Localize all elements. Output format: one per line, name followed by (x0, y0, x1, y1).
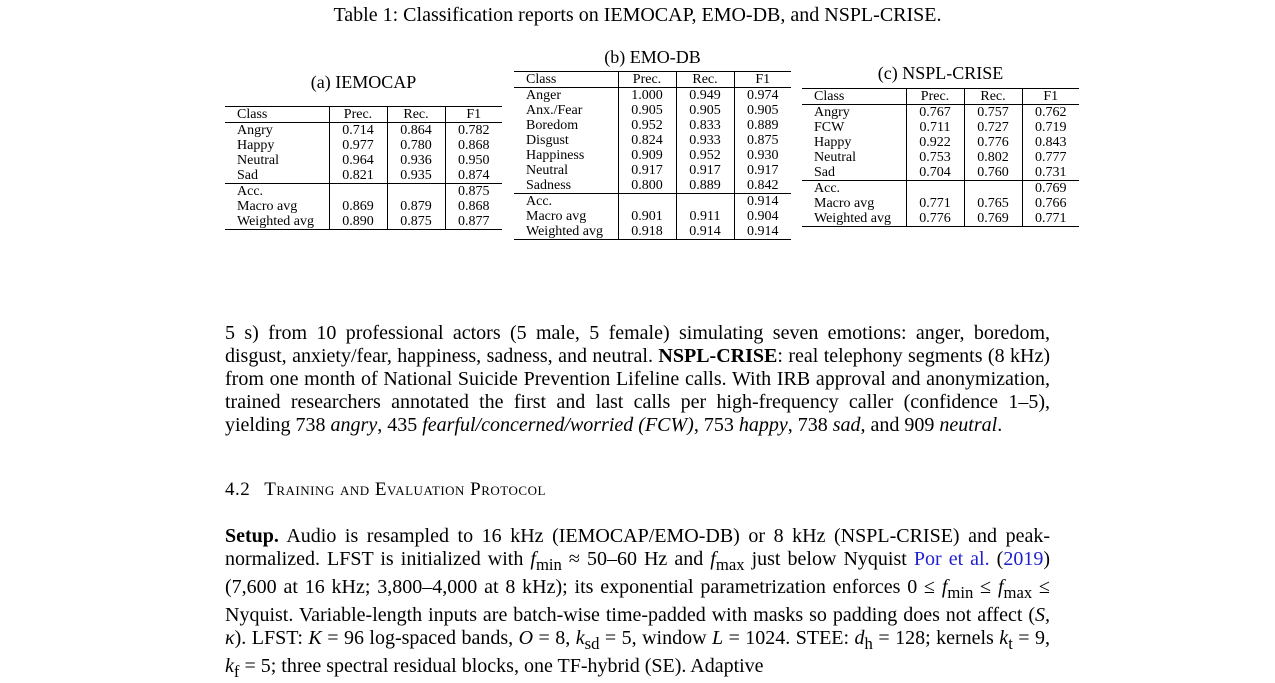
summary-row (802, 211, 1079, 227)
cell-class: Angry (814, 105, 850, 120)
dataset-name: NSPL-CRISE (658, 345, 778, 367)
cell-class: Neutral (814, 150, 856, 165)
header-row (802, 89, 1079, 105)
text-span: ≤ Nyquist. Variable-length inputs are batch-wise time-padded with masks so padding does not affect ( (225, 576, 1051, 626)
cell-f1: 0.843 (1022, 135, 1079, 150)
table-row (225, 138, 502, 153)
cell-prec: 0.800 (618, 178, 676, 194)
text-span: = 5, window (599, 627, 712, 649)
header-class: Class (225, 107, 329, 123)
cell-f1: 0.905 (734, 103, 791, 118)
cell-prec: 0.771 (906, 196, 964, 211)
cell-f1: 0.875 (445, 184, 502, 200)
text-span: ) (7,600 at 16 kHz; 3,800–4,000 at 8 kHz); its exponential parametrization enforces 0 ≤ (225, 548, 1050, 598)
cell-f1: 0.771 (1022, 211, 1079, 227)
summary-row (802, 196, 1079, 211)
text-span: = 128; kernels (872, 627, 1000, 649)
citation-link[interactable]: Por et al. (913, 548, 990, 570)
cell-rec: 0.952 (676, 148, 734, 163)
summary-row (802, 181, 1079, 197)
cell-rec: 0.802 (964, 150, 1022, 165)
text-span: just below Nyquist (744, 548, 914, 570)
subtable-nspl-crise (802, 63, 1079, 227)
text-span: : real telephony segments (8 kHz) from one month of National Suicide Prevention Lifeline calls. With IRB approval and anonymization, trained researchers annotated the first and last calls per high-frequency caller (confidence 1–5), yielding 738 (225, 345, 1050, 436)
math-subscript: min (535, 555, 562, 574)
cell-rec: 0.935 (387, 168, 445, 184)
cell-class: Weighted avg (802, 211, 906, 227)
paragraph-setup (225, 525, 1050, 683)
math-symbol: d (854, 627, 865, 649)
cell-prec: 0.964 (329, 153, 387, 168)
cell-f1: 0.917 (734, 163, 791, 178)
cell-rec: 0.864 (387, 123, 445, 139)
summary-row (514, 194, 791, 210)
cell-prec: 0.776 (906, 211, 964, 227)
section-number: 4.2 (225, 479, 251, 500)
emotion-label: neutral (939, 414, 998, 436)
cell-class: Sadness (526, 178, 572, 193)
table-row (514, 163, 791, 178)
text-span: Audio is resampled to 16 kHz (IEMOCAP/EMO-DB) or 8 kHz (NSPL-CRISE) and peak-normalized. LFST is initialized with (225, 525, 1050, 570)
cell-class: Happiness (526, 148, 585, 163)
text-span: = 5; three spectral residual blocks, one TF-hybrid (SE). Adaptive (239, 655, 764, 677)
cell-class: Macro avg (814, 196, 875, 211)
cell-f1: 0.877 (445, 214, 502, 230)
math-subscript: f (233, 662, 240, 681)
summary-row (225, 199, 502, 214)
header-f1: F1 (734, 72, 791, 88)
cell-rec: 0.905 (676, 103, 734, 118)
text-span: ( (989, 548, 1004, 570)
math-subscript: max (1003, 583, 1033, 602)
math-symbol: f (941, 576, 948, 598)
cell-f1: 0.889 (734, 118, 791, 133)
report-table-nspl-crise (802, 88, 1079, 227)
cell-f1: 0.868 (445, 138, 502, 153)
cell-f1: 0.842 (734, 178, 791, 194)
header-row (514, 72, 791, 88)
section-title: Training and Evaluation Protocol (264, 479, 546, 500)
cell-prec: 0.869 (329, 199, 387, 214)
cell-rec: 0.727 (964, 120, 1022, 135)
cell-class: Anx./Fear (526, 103, 583, 118)
math-subscript: max (715, 555, 745, 574)
table-row (514, 118, 791, 133)
emotion-label: happy (738, 414, 788, 436)
math-symbol: O (518, 627, 534, 649)
math-symbol: k (225, 655, 234, 677)
cell-prec: 0.918 (618, 224, 676, 240)
table-row (514, 103, 791, 118)
text-span: . (997, 414, 1003, 436)
text-span: = 8, (533, 627, 576, 649)
summary-row (514, 224, 791, 240)
cell-rec: 0.889 (676, 178, 734, 194)
cell-prec: 0.714 (329, 123, 387, 139)
cell-rec: 0.949 (676, 88, 734, 104)
header-prec: Prec. (906, 89, 964, 105)
cell-rec: 0.914 (676, 224, 734, 240)
math-symbol: f (710, 548, 716, 570)
cell-f1: 0.731 (1022, 165, 1079, 181)
cell-rec: 0.760 (964, 165, 1022, 181)
cell-rec: 0.780 (387, 138, 445, 153)
cell-prec: 0.901 (618, 209, 676, 224)
math-symbol: f (530, 548, 536, 570)
section-heading (225, 479, 546, 501)
cell-rec: 0.776 (964, 135, 1022, 150)
text-span: = 96 log-spaced bands, (321, 627, 519, 649)
table-row (802, 135, 1079, 150)
cell-prec (906, 181, 964, 197)
cell-class: Weighted avg (514, 224, 618, 240)
cell-rec: 0.757 (964, 105, 1022, 121)
math-subscript: sd (584, 634, 600, 653)
cell-f1: 0.782 (445, 123, 502, 139)
cell-class: Disgust (526, 133, 569, 148)
cell-class: Happy (237, 138, 275, 153)
math-subscript: h (864, 634, 873, 653)
math-symbol: L (711, 627, 724, 649)
cell-prec: 0.977 (329, 138, 387, 153)
text-span: ). LFST: (234, 627, 309, 649)
table-row (225, 123, 502, 139)
cell-f1: 0.777 (1022, 150, 1079, 165)
text-span: = 9, (1012, 627, 1051, 649)
table-row (514, 178, 791, 194)
subtable-emodb (514, 47, 791, 240)
cell-f1: 0.930 (734, 148, 791, 163)
subtable-caption: (b) EMO-DB (604, 47, 701, 67)
cell-rec: 0.765 (964, 196, 1022, 211)
table-row (802, 120, 1079, 135)
header-prec: Prec. (329, 107, 387, 123)
table-row (802, 165, 1079, 181)
header-class: Class (514, 72, 618, 88)
cell-class: Sad (237, 168, 258, 183)
cell-prec: 0.909 (618, 148, 676, 163)
cell-class: Acc. (514, 194, 618, 210)
table-row (225, 168, 502, 184)
text-span: = 1024. STEE: (723, 627, 855, 649)
emotion-label: sad (832, 414, 861, 436)
paragraph-lead: Setup. (225, 525, 279, 547)
cell-rec: 0.936 (387, 153, 445, 168)
report-table-emodb (514, 71, 791, 240)
cell-prec: 0.704 (906, 165, 964, 181)
cell-prec: 0.824 (618, 133, 676, 148)
emotion-label: angry (330, 414, 378, 436)
table-row (514, 133, 791, 148)
header-row (225, 107, 502, 123)
header-f1: F1 (1022, 89, 1079, 105)
cell-rec (676, 194, 734, 210)
math-symbol: k (575, 627, 585, 649)
table-row (514, 148, 791, 163)
cell-f1: 0.769 (1022, 181, 1079, 197)
cell-class: Acc. (802, 181, 906, 197)
cell-class: Neutral (237, 153, 279, 168)
cell-class: Sad (814, 165, 835, 180)
subtable-caption: (a) IEMOCAP (310, 72, 417, 92)
cell-prec: 0.917 (618, 163, 676, 178)
cell-class: Macro avg (526, 209, 587, 224)
text-span: , and 909 (860, 414, 940, 436)
math-symbol: K (308, 627, 322, 649)
cell-class: Macro avg (237, 199, 298, 214)
header-f1: F1 (445, 107, 502, 123)
table-caption: Table 1: Classification reports on IEMOCAP, EMO-DB, and NSPL-CRISE. (333, 4, 942, 26)
cell-class: Boredom (526, 118, 579, 133)
cell-prec: 0.905 (618, 103, 676, 118)
cell-f1: 0.766 (1022, 196, 1079, 211)
cell-rec: 0.911 (676, 209, 734, 224)
subtable-iemocap (225, 72, 502, 230)
cell-prec: 0.890 (329, 214, 387, 230)
cell-f1: 0.914 (734, 224, 791, 240)
cell-prec: 0.922 (906, 135, 964, 150)
cell-prec: 1.000 (618, 88, 676, 104)
text-span: 5 s) from 10 professional actors (5 male, 5 female) simulating seven emotions: anger, boredom, disgust, anxiety/fear, happiness, sadness, and neutral. (225, 322, 1050, 367)
report-table-iemocap (225, 106, 502, 230)
cell-rec: 0.875 (387, 214, 445, 230)
cell-prec (618, 194, 676, 210)
cell-f1: 0.874 (445, 168, 502, 184)
text-span: , 435 (377, 414, 423, 436)
summary-row (514, 209, 791, 224)
cell-prec: 0.711 (906, 120, 964, 135)
text-span: , 753 (693, 414, 739, 436)
cell-f1: 0.875 (734, 133, 791, 148)
header-prec: Prec. (618, 72, 676, 88)
cell-f1: 0.974 (734, 88, 791, 104)
table-row (514, 88, 791, 104)
cell-prec: 0.753 (906, 150, 964, 165)
cell-rec: 0.933 (676, 133, 734, 148)
cell-rec: 0.769 (964, 211, 1022, 227)
cell-prec (329, 184, 387, 200)
cell-f1: 0.762 (1022, 105, 1079, 121)
subtable-caption: (c) NSPL-CRISE (877, 63, 1004, 83)
cell-class: Anger (526, 88, 561, 103)
table-row (802, 150, 1079, 165)
math-symbol: S, κ (225, 604, 1050, 649)
cell-f1: 0.719 (1022, 120, 1079, 135)
cell-f1: 0.904 (734, 209, 791, 224)
cell-prec: 0.767 (906, 105, 964, 121)
cell-rec (964, 181, 1022, 197)
cell-f1: 0.950 (445, 153, 502, 168)
cell-class: Happy (814, 135, 852, 150)
math-symbol: k (999, 627, 1009, 649)
text-span: ≤ (973, 576, 998, 598)
cell-class: Acc. (225, 184, 329, 200)
header-rec: Rec. (964, 89, 1022, 105)
cell-class: Angry (237, 123, 273, 138)
cell-class: FCW (814, 120, 845, 135)
cell-f1: 0.914 (734, 194, 791, 210)
summary-row (225, 214, 502, 230)
header-class: Class (802, 89, 906, 105)
cell-rec: 0.917 (676, 163, 734, 178)
header-rec: Rec. (676, 72, 734, 88)
cell-rec (387, 184, 445, 200)
math-subscript: min (947, 583, 974, 602)
cell-class: Weighted avg (225, 214, 329, 230)
math-symbol: f (997, 576, 1004, 598)
cell-rec: 0.833 (676, 118, 734, 133)
math-subscript: t (1008, 634, 1013, 653)
paragraph-datasets (225, 322, 1050, 437)
cell-class: Neutral (526, 163, 568, 178)
text-span: ≈ 50–60 Hz and (561, 548, 711, 570)
table-row (225, 153, 502, 168)
summary-row (225, 184, 502, 200)
header-rec: Rec. (387, 107, 445, 123)
table-row (802, 105, 1079, 121)
cell-f1: 0.868 (445, 199, 502, 214)
text-span: , 738 (787, 414, 833, 436)
cell-rec: 0.879 (387, 199, 445, 214)
cell-prec: 0.952 (618, 118, 676, 133)
emotion-label: fearful/concerned/worried (FCW) (422, 414, 694, 436)
citation-year-link[interactable]: 2019 (1003, 548, 1044, 570)
cell-prec: 0.821 (329, 168, 387, 184)
